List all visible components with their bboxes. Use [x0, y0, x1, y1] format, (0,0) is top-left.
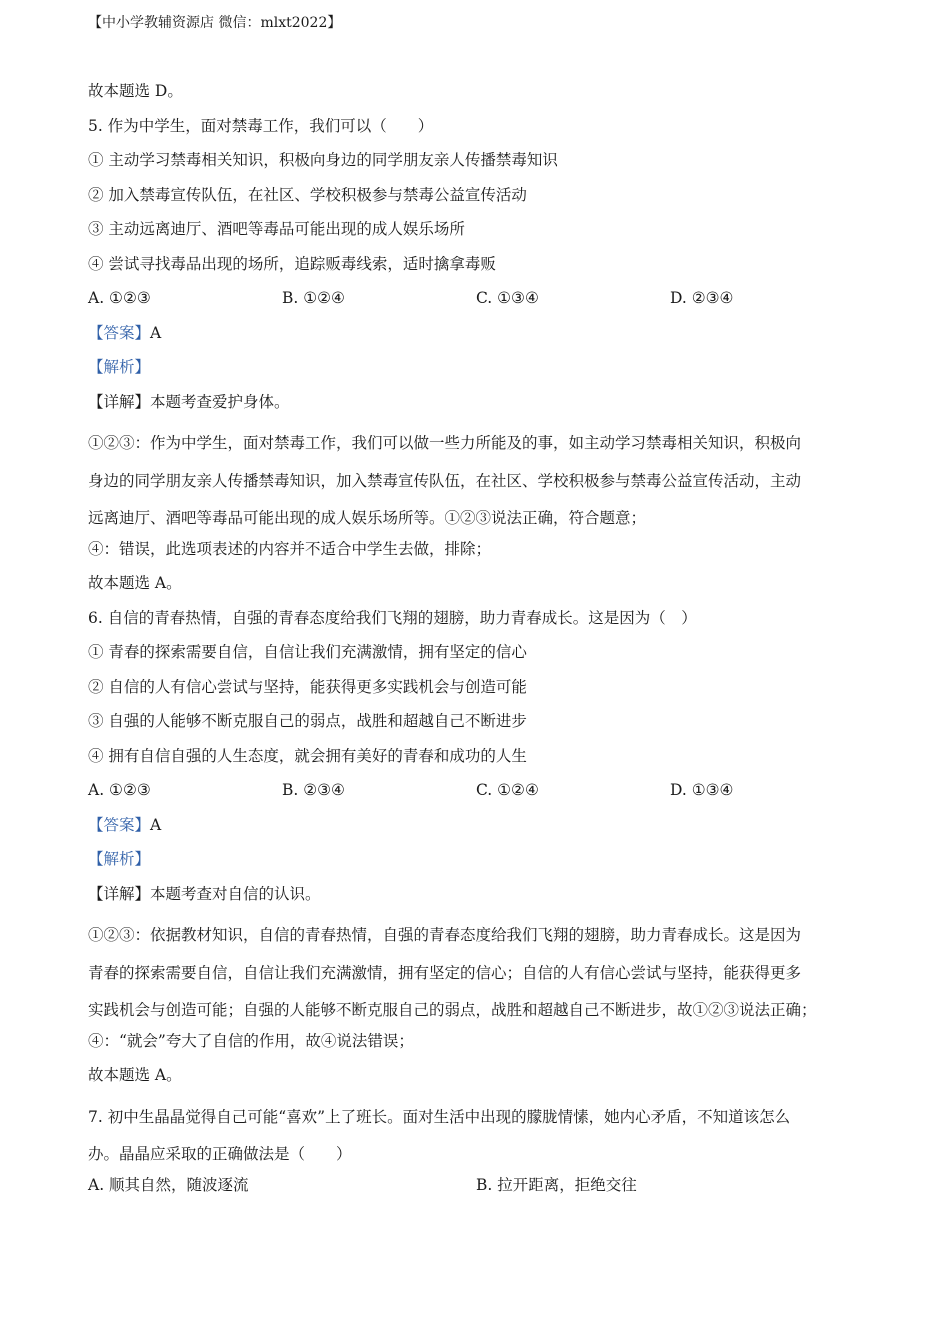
q7-option-a: A. 顺其自然，随波逐流 — [88, 1175, 249, 1194]
q7-options — [88, 1174, 868, 1209]
q6-stem: 6. 自信的青春热情，自强的青春态度给我们飞翔的翅膀，助力青春成长。这是因为（ ） — [88, 608, 697, 627]
q5-answer-value: A — [150, 323, 162, 342]
q5-option-a: A. ①②③ — [88, 289, 151, 307]
q5-explanation-line-3: 远离迪厅、酒吧等毒品可能出现的成人娱乐场所等。①②③说法正确，符合题意； — [88, 509, 647, 527]
q5-explanation-line-2: 身边的同学朋友亲人传播禁毒知识，加入禁毒宣传队伍，在社区、学校积极参与禁毒公益宣传活动，主动 — [88, 471, 802, 490]
q6-item-4: ④ 拥有自信自强的人生态度，就会拥有美好的青春和成功的人生 — [88, 746, 527, 765]
q7-stem — [88, 1099, 868, 1174]
q6-item-1: ① 青春的探索需要自信，自信让我们充满激情，拥有坚定的信心 — [88, 643, 527, 661]
q7-stem-line-2: 办。晶晶应采取的正确做法是（ ） — [88, 1145, 352, 1163]
q5-option-c: C. ①③④ — [476, 289, 539, 307]
q5-conclusion: 故本题选 A。 — [88, 574, 182, 592]
q5-option-d: D. ②③④ — [670, 289, 734, 307]
q6-analysis-tag: 【解析】 — [88, 850, 151, 868]
q5-stem: 5. 作为中学生，面对禁毒工作，我们可以（ ） — [88, 116, 434, 135]
q6-option-a: A. ①②③ — [88, 781, 151, 799]
q6-explanation-line-1: ①②③：依据教材知识，自信的青春热情，自强的青春态度给我们飞翔的翅膀，助力青春成长。这是因为 — [88, 926, 802, 944]
q5-explanation — [88, 425, 868, 538]
q6-explanation — [88, 917, 868, 1030]
q6-explanation-line-3: 实践机会与创造可能；自强的人能够不断克服自己的弱点，战胜和超越自己不断进步，故①②③说法正确； — [88, 1001, 817, 1019]
q5-option-b: B. ①②④ — [282, 289, 345, 307]
q5-answer — [88, 322, 868, 357]
q7-stem-line-1: 7. 初中生晶晶觉得自己可能“喜欢”上了班长。面对生活中出现的朦胧情愫，她内心矛盾，不知道该怎么 — [88, 1107, 791, 1126]
q5-answer-tag: 【答案】 — [88, 323, 151, 342]
q5-options — [88, 287, 868, 322]
q6-item-3: ③ 自强的人能够不断克服自己的弱点，战胜和超越自己不断进步 — [88, 712, 527, 730]
q6-answer — [88, 814, 868, 849]
q6-option-d: D. ①③④ — [670, 781, 734, 799]
q5-item-4: ④ 尝试寻找毒品出现的场所，追踪贩毒线索，适时擒拿毒贩 — [88, 254, 496, 273]
q5-item-3: ③ 主动远离迪厅、酒吧等毒品可能出现的成人娱乐场所 — [88, 220, 465, 238]
q5-detail: 【详解】本题考查爱护身体。 — [88, 392, 290, 411]
q6-answer-tag: 【答案】 — [88, 815, 151, 834]
q4-conclusion: 故本题选 D。 — [88, 82, 183, 100]
q6-options — [88, 779, 868, 814]
q5-explanation-line-1: ①②③：作为中学生，面对禁毒工作，我们可以做一些力所能及的事，如主动学习禁毒相关知识，积极向 — [88, 434, 802, 452]
q5-analysis-tag: 【解析】 — [88, 358, 151, 376]
q5-item-1: ① 主动学习禁毒相关知识，积极向身边的同学朋友亲人传播禁毒知识 — [88, 151, 558, 169]
q6-conclusion: 故本题选 A。 — [88, 1066, 182, 1084]
q5-item-2: ② 加入禁毒宣传队伍，在社区、学校积极参与禁毒公益宣传活动 — [88, 185, 527, 204]
q6-option-b: B. ②③④ — [282, 781, 345, 799]
q6-explanation-2: ④：“就会”夸大了自信的作用，故④说法错误； — [88, 1031, 414, 1050]
document-body — [88, 80, 868, 1208]
q7-option-b: B. 拉开距离，拒绝交往 — [476, 1175, 637, 1194]
q6-option-c: C. ①②④ — [476, 781, 539, 799]
q6-explanation-line-2: 青春的探索需要自信，自信让我们充满激情，拥有坚定的信心；自信的人有信心尝试与坚持，能获得更多 — [88, 963, 802, 982]
q6-detail: 【详解】本题考查对自信的认识。 — [88, 884, 321, 903]
q6-answer-value: A — [150, 815, 162, 834]
page-header: 【中小学教辅资源店 微信：mlxt2022】 — [88, 15, 342, 31]
q6-item-2: ② 自信的人有信心尝试与坚持，能获得更多实践机会与创造可能 — [88, 677, 527, 696]
q5-explanation-2: ④：错误，此选项表述的内容并不适合中学生去做，排除； — [88, 539, 492, 558]
